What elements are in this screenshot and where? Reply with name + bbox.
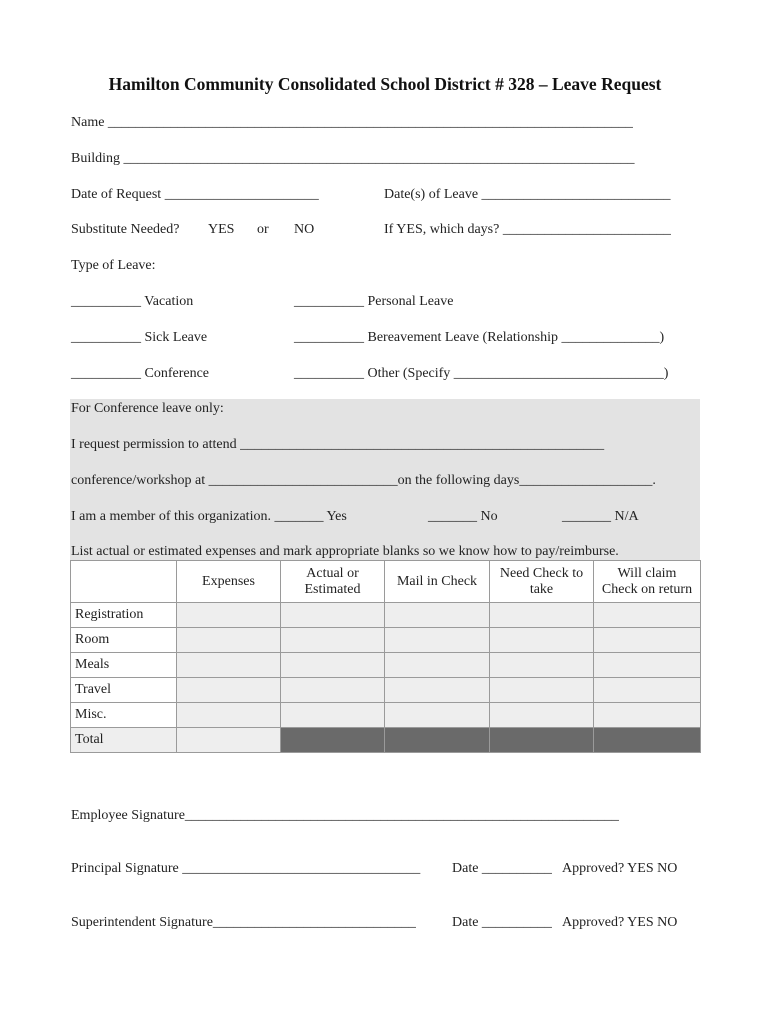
date-of-request-field[interactable]: Date of Request ______________________ xyxy=(71,187,319,202)
row-label-travel: Travel xyxy=(71,678,177,703)
name-field[interactable]: Name ___________________________________________________________________________ xyxy=(71,115,633,130)
expense-cell[interactable] xyxy=(385,703,490,728)
expense-cell[interactable] xyxy=(177,653,281,678)
expense-table xyxy=(70,560,701,753)
expense-table-header-row xyxy=(71,561,701,603)
substitute-or-text: or xyxy=(257,222,269,237)
table-row xyxy=(71,628,701,653)
expense-header-will-claim: Will claim Check on return xyxy=(594,561,701,603)
expense-header-need-check: Need Check to take xyxy=(490,561,594,603)
expense-header-blank xyxy=(71,561,177,603)
expense-cell[interactable] xyxy=(177,678,281,703)
expense-header-expenses: Expenses xyxy=(177,561,281,603)
principal-approved-field[interactable]: Approved? YES NO xyxy=(562,861,678,876)
principal-signature-field[interactable]: Principal Signature __________________________________ xyxy=(71,861,421,876)
table-row xyxy=(71,678,701,703)
expense-cell[interactable] xyxy=(281,628,385,653)
substitute-days-field[interactable]: If YES, which days? ________________________ xyxy=(384,222,671,237)
bereavement-leave-option[interactable]: __________ Bereavement Leave (Relationship ______________) xyxy=(294,330,665,345)
superintendent-signature-field[interactable]: Superintendent Signature_____________________________ xyxy=(71,915,416,930)
member-yes-option[interactable]: I am a member of this organization. _______ Yes xyxy=(71,509,347,524)
row-label-room: Room xyxy=(71,628,177,653)
expense-cell[interactable] xyxy=(490,603,594,628)
expense-header-actual-estimated: Actual or Estimated xyxy=(281,561,385,603)
superintendent-date-field[interactable]: Date __________ xyxy=(452,915,552,930)
conference-option[interactable]: __________ Conference xyxy=(71,366,210,381)
expense-cell[interactable] xyxy=(385,628,490,653)
member-na-option[interactable]: _______ N/A xyxy=(562,509,639,524)
table-row xyxy=(71,603,701,628)
conference-section-header: For Conference leave only: xyxy=(71,401,224,416)
conference-request-field[interactable]: I request permission to attend ____________________________________________________ xyxy=(71,437,605,452)
expense-cell[interactable] xyxy=(177,703,281,728)
shaded-cell xyxy=(385,728,490,753)
row-label-total: Total xyxy=(71,728,177,753)
form-title: Hamilton Community Consolidated School District # 328 – Leave Request xyxy=(108,74,662,94)
table-row xyxy=(71,653,701,678)
expense-cell[interactable] xyxy=(177,603,281,628)
type-of-leave-label: Type of Leave: xyxy=(71,258,156,273)
principal-date-field[interactable]: Date __________ xyxy=(452,861,552,876)
expense-cell[interactable] xyxy=(594,628,701,653)
sick-leave-option[interactable]: __________ Sick Leave xyxy=(71,330,208,345)
expense-cell[interactable] xyxy=(281,653,385,678)
building-field[interactable]: Building _________________________________________________________________________ xyxy=(71,151,635,166)
expense-cell[interactable] xyxy=(490,628,594,653)
shaded-cell xyxy=(490,728,594,753)
expense-header-mail-in-check: Mail in Check xyxy=(385,561,490,603)
shaded-cell xyxy=(281,728,385,753)
member-no-option[interactable]: _______ No xyxy=(428,509,498,524)
expense-cell[interactable] xyxy=(490,678,594,703)
conference-workshop-field[interactable]: conference/workshop at ___________________________on the following days___________________. xyxy=(71,473,656,488)
other-leave-option[interactable]: __________ Other (Specify ______________________________) xyxy=(294,366,669,381)
expense-cell[interactable] xyxy=(490,703,594,728)
expenses-instruction: List actual or estimated expenses and mark appropriate blanks so we know how to pay/reimburse. xyxy=(71,544,619,559)
expense-cell[interactable] xyxy=(490,653,594,678)
expense-cell[interactable] xyxy=(594,703,701,728)
substitute-needed-label: Substitute Needed? xyxy=(71,222,180,237)
employee-signature-field[interactable]: Employee Signature______________________________________________________________ xyxy=(71,808,619,823)
expense-cell[interactable] xyxy=(594,653,701,678)
expense-cell[interactable] xyxy=(385,678,490,703)
expense-cell[interactable] xyxy=(385,653,490,678)
expense-cell[interactable] xyxy=(594,603,701,628)
substitute-yes-option[interactable]: YES xyxy=(208,222,235,237)
expense-cell[interactable] xyxy=(177,628,281,653)
shaded-cell xyxy=(594,728,701,753)
substitute-no-option[interactable]: NO xyxy=(294,222,315,237)
row-label-meals: Meals xyxy=(71,653,177,678)
table-row xyxy=(71,703,701,728)
expense-cell[interactable] xyxy=(281,603,385,628)
expense-cell[interactable] xyxy=(281,678,385,703)
superintendent-approved-field[interactable]: Approved? YES NO xyxy=(562,915,678,930)
table-row-total xyxy=(71,728,701,753)
personal-leave-option[interactable]: __________ Personal Leave xyxy=(294,294,454,309)
expense-cell[interactable] xyxy=(385,603,490,628)
vacation-option[interactable]: __________ Vacation xyxy=(71,294,194,309)
row-label-misc: Misc. xyxy=(71,703,177,728)
row-label-registration: Registration xyxy=(71,603,177,628)
expense-cell[interactable] xyxy=(594,678,701,703)
expense-cell[interactable] xyxy=(281,703,385,728)
dates-of-leave-field[interactable]: Date(s) of Leave ___________________________ xyxy=(384,187,671,202)
expense-total-cell[interactable] xyxy=(177,728,281,753)
